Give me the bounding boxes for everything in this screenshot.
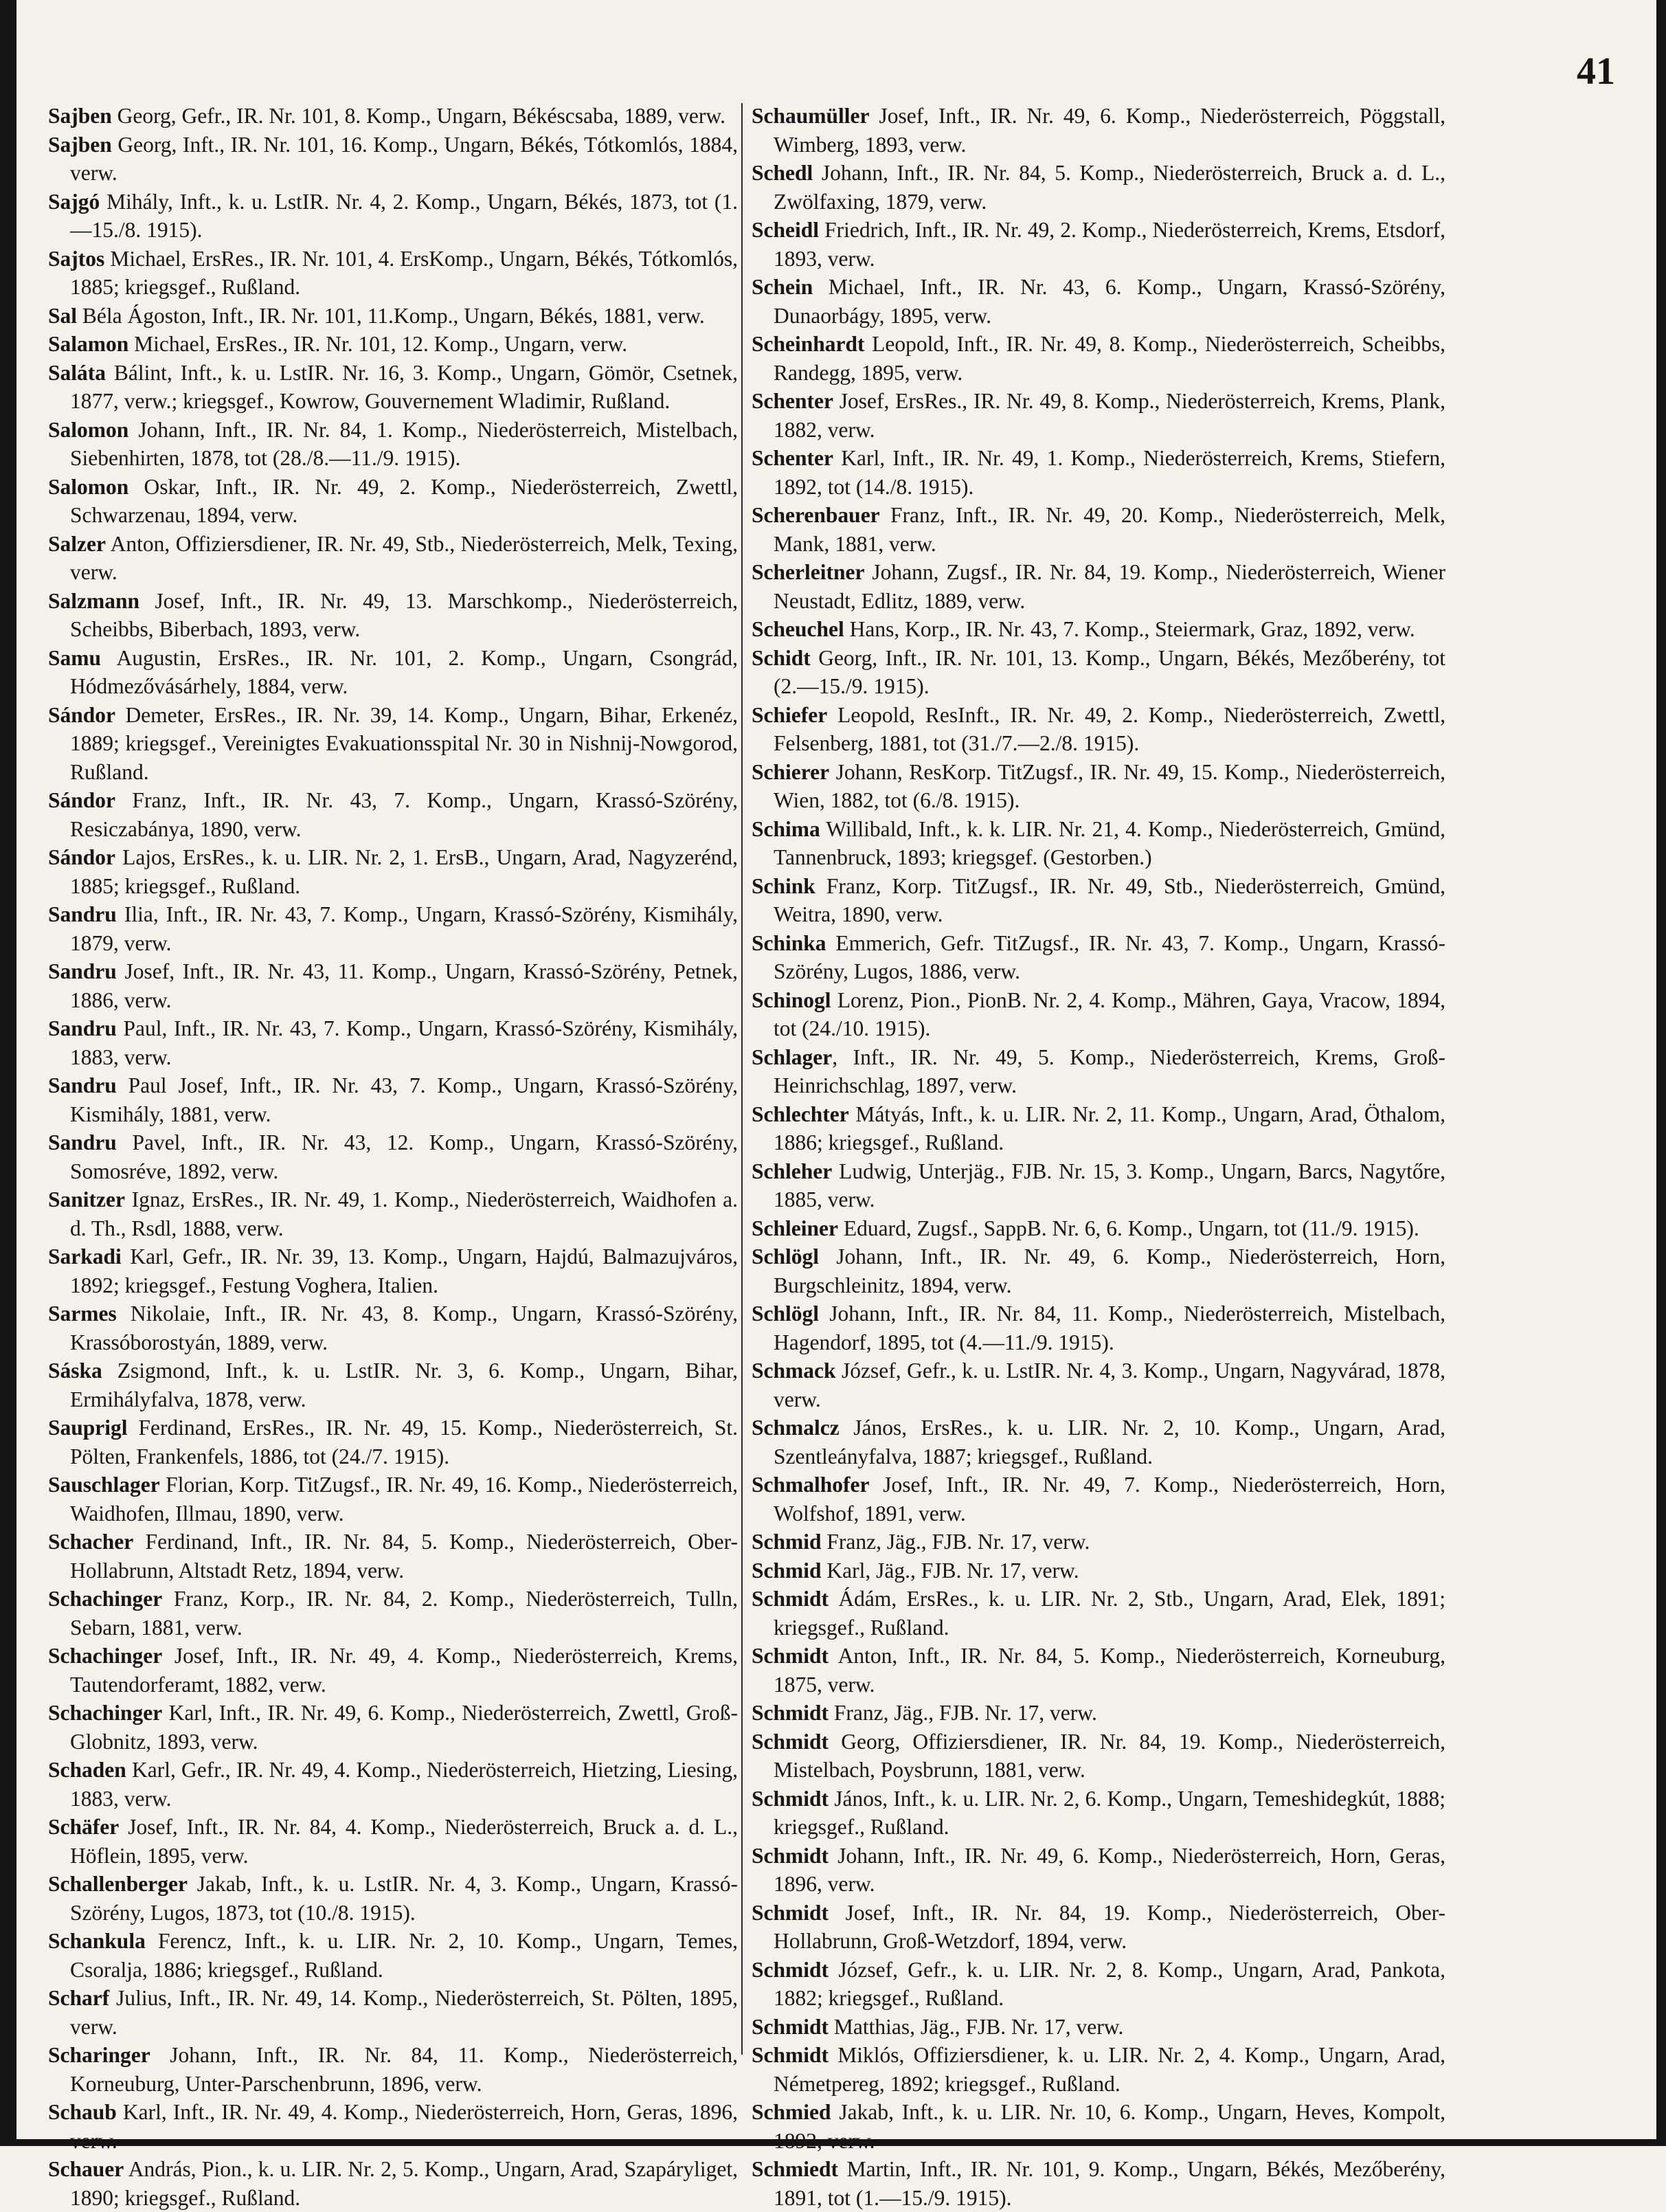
entry-surname: Sándor [48,702,116,727]
entry-surname: Schinka [752,930,826,955]
entry-details: Augustin, ErsRes., IR. Nr. 101, 2. Komp., Ungarn, Csongrád, Hódmezővásárhely, 1884, verw. [70,645,738,698]
entry-surname: Schmidt [752,1644,829,1668]
entry-details: Mihály, Inft., k. u. LstIR. Nr. 4, 2. Komp., Ungarn, Békés, 1873, tot (1.—15./8. 1915). [70,189,738,242]
entry-details: Karl, Inft., IR. Nr. 49, 6. Komp., Niederösterreich, Zwettl, Groß-Globnitz, 1893, verw. [70,1701,738,1754]
entry-details: Johann, Zugsf., IR. Nr. 84, 19. Komp., Niederösterreich, Wiener Neustadt, Edlitz, 1889, verw. [774,560,1445,613]
register-entry [48,1185,738,1242]
register-entry [752,2155,1445,2212]
entry-details: András, Pion., k. u. LIR. Nr. 2, 5. Komp., Ungarn, Arad, Szapáryliget, 1890; kriegsgef., Rußland. [70,2157,738,2210]
entry-details: Jakab, Inft., k. u. LIR. Nr. 10, 6. Komp., Ungarn, Heves, Kompolt, 1892, verw. [774,2100,1445,2153]
entry-surname: Schankula [48,1929,146,1953]
register-entry [752,1471,1445,1528]
entry-details: Florian, Korp. TitZugsf., IR. Nr. 49, 16. Komp., Niederösterreich, Waidhofen, Illmau, 1890, verw. [70,1473,738,1526]
entry-details: Josef, Inft., IR. Nr. 49, 6. Komp., Niederösterreich, Pöggstall, Wimberg, 1893, verw. [774,104,1445,157]
entry-surname: Scheidl [752,218,820,242]
entry-details: Béla Ágoston, Inft., IR. Nr. 101, 11.Komp., Ungarn, Békés, 1881, verw. [77,303,705,328]
entry-surname: Schmidt [752,1900,829,1925]
register-entry [48,1870,738,1927]
register-entry [752,1414,1445,1471]
entry-details: Josef, Inft., IR. Nr. 49, 7. Komp., Niederösterreich, Horn, Wolfshof, 1891, verw. [774,1473,1445,1526]
register-entry [48,2155,738,2212]
entry-surname: Sándor [48,788,116,812]
register-entry [48,188,738,245]
register-entry [752,2098,1445,2155]
register-entry [752,1157,1445,1214]
entry-surname: Schmidt [752,1843,829,1868]
register-entry [752,1528,1445,1556]
register-entry [752,1699,1445,1728]
entry-surname: Schinogl [752,987,831,1012]
entry-surname: Samu [48,645,102,670]
entry-details: Friedrich, Inft., IR. Nr. 49, 2. Komp., Niederösterreich, Krems, Etsdorf, 1893, verw. [774,218,1445,271]
entry-surname: Schmidt [752,1957,829,1982]
register-entry [48,1128,738,1185]
entry-details: Lajos, ErsRes., k. u. LIR. Nr. 2, 1. ErsB., Ungarn, Arad, Nagyzerénd, 1885; kriegsgef., Rußland. [70,845,738,898]
entry-surname: Schlager [752,1044,833,1069]
entry-surname: Scherleitner [752,560,865,584]
register-entry [752,2041,1445,2098]
entry-details: Karl, Jäg., FJB. Nr. 17, verw. [821,1558,1079,1583]
register-entry [752,644,1445,701]
register-entry [752,1556,1445,1585]
register-entry [752,1214,1445,1243]
entry-details: Josef, Inft., IR. Nr. 43, 11. Komp., Ungarn, Krassó-Szörény, Petnek, 1886, verw. [70,959,738,1012]
register-entry [48,1014,738,1071]
entry-surname: Saláta [48,360,106,385]
entry-details: Josef, Inft., IR. Nr. 49, 4. Komp., Niederösterreich, Krems, Tautendorferamt, 1882, verw. [70,1644,738,1697]
entry-details: Karl, Gefr., IR. Nr. 39, 13. Komp., Ungarn, Hajdú, Balmazujváros, 1892; kriegsgef., Festung Voghera, Italien. [70,1244,738,1297]
entry-details: Emmerich, Gefr. TitZugsf., IR. Nr. 43, 7. Komp., Ungarn, Krassó-Szörény, Lugos, 1886, verw. [774,930,1445,983]
entry-details: József, Gefr., k. u. LstIR. Nr. 4, 3. Komp., Ungarn, Nagyvárad, 1878, verw. [774,1359,1445,1411]
register-entry [48,302,738,331]
entry-surname: Salomon [48,474,129,499]
entry-details: Miklós, Offiziersdiener, k. u. LIR. Nr. 2, 4. Komp., Ungarn, Arad, Németpereg, 1892; kriegsgef., Rußland. [774,2043,1445,2096]
entry-surname: Sarkadi [48,1244,122,1269]
entry-details: Johann, Inft., IR. Nr. 49, 6. Komp., Niederösterreich, Horn, Geras, 1896, verw. [774,1843,1445,1896]
entry-details: Georg, Inft., IR. Nr. 101, 13. Komp., Ungarn, Békés, Mezőberény, tot (2.—15./9. 1915). [774,645,1445,698]
entry-surname: Schmidt [752,1701,829,1725]
entry-surname: Schallenberger [48,1872,188,1896]
register-entry [752,1642,1445,1699]
entry-details: Anton, Inft., IR. Nr. 84, 5. Komp., Niederösterreich, Korneuburg, 1875, verw. [774,1644,1445,1697]
entry-details: Ádám, ErsRes., k. u. LIR. Nr. 2, Stb., Ungarn, Arad, Elek, 1891; kriegsgef., Rußland. [774,1587,1445,1640]
register-entry [752,1728,1445,1785]
register-entry [752,1585,1445,1642]
entry-surname: Schachinger [48,1587,163,1611]
entry-surname: Schiefer [752,702,828,727]
register-entry [752,1842,1445,1899]
entry-details: Franz, Korp., IR. Nr. 84, 2. Komp., Niederösterreich, Tulln, Sebarn, 1881, verw. [70,1587,738,1640]
entry-surname: Sandru [48,1130,117,1154]
register-entry [752,1899,1445,1956]
entry-details: Oskar, Inft., IR. Nr. 49, 2. Komp., Niederösterreich, Zwettl, Schwarzenau, 1894, verw. [70,474,738,527]
entry-details: Jakab, Inft., k. u. LstIR. Nr. 4, 3. Komp., Ungarn, Krassó-Szörény, Lugos, 1873, tot (10./8. 1915). [70,1872,738,1925]
entry-surname: Salamon [48,332,129,356]
entry-details: József, Gefr., k. u. LIR. Nr. 2, 8. Komp., Ungarn, Arad, Pankota, 1882; kriegsgef., Rußland. [774,1957,1445,2010]
entry-surname: Schlögl [752,1244,820,1269]
entry-surname: Sandru [48,1016,117,1040]
entry-surname: Sal [48,303,78,328]
entry-details: Michael, ErsRes., IR. Nr. 101, 4. ErsKomp., Ungarn, Békés, Tótkomlós, 1885; kriegsgef., Rußland. [70,246,738,299]
entry-details: Leopold, Inft., IR. Nr. 49, 8. Komp., Niederösterreich, Scheibbs, Randegg, 1895, verw. [774,332,1445,385]
register-entry [48,2041,738,2098]
entry-details: Leopold, ResInft., IR. Nr. 49, 2. Komp., Niederösterreich, Zwettl, Felsenberg, 1881, tot (31./7.—2./8. 1915). [774,702,1445,755]
register-entry [48,1585,738,1642]
register-entry [752,1242,1445,1299]
entry-details: Michael, Inft., IR. Nr. 43, 6. Komp., Ungarn, Krassó-Szörény, Dunaorbágy, 1895, verw. [774,275,1445,328]
entry-surname: Salomon [48,417,129,442]
register-entry [752,1043,1445,1100]
entry-details: Lorenz, Pion., PionB. Nr. 2, 4. Komp., Mähren, Gaya, Vracow, 1894, tot (24./10. 1915). [774,987,1445,1040]
left-column [48,102,738,2212]
right-column [752,102,1445,2212]
entry-surname: Schaden [48,1758,126,1782]
register-entry [48,701,738,787]
register-entry [48,102,738,131]
entry-details: Bálint, Inft., k. u. LstIR. Nr. 16, 3. Komp., Ungarn, Gömör, Csetnek, 1877, verw.; kriegsgef., Kowrow, Gouvernement Wladimir, Rußland. [70,360,738,413]
entry-surname: Schaub [48,2100,117,2124]
register-entry [48,530,738,587]
entry-surname: Schmiedt [752,2157,838,2181]
entry-surname: Schleher [752,1159,833,1183]
entry-details: Ferdinand, Inft., IR. Nr. 84, 5. Komp., Niederösterreich, Ober-Hollabrunn, Altstadt Retz, 1894, verw. [70,1530,738,1583]
entry-surname: Schmidt [752,2043,829,2067]
entry-details: Demeter, ErsRes., IR. Nr. 39, 14. Komp., Ungarn, Bihar, Erkenéz, 1889; kriegsgef., Vereinigtes Evakuationsspital Nr. 30 in Nishnij-Nowgorod, Rußland. [70,702,738,784]
register-entry [48,416,738,473]
entry-details: Josef, Inft., IR. Nr. 49, 13. Marschkomp., Niederösterreich, Scheibbs, Biberbach, 1893, verw. [70,588,738,641]
entry-details: Johann, Inft., IR. Nr. 84, 5. Komp., Niederösterreich, Bruck a. d. L., Zwölfaxing, 1879, verw. [774,161,1445,214]
entry-details: Paul Josef, Inft., IR. Nr. 43, 7. Komp., Ungarn, Krassó-Szörény, Kismihály, 1881, verw. [70,1073,738,1126]
entry-details: Pavel, Inft., IR. Nr. 43, 12. Komp., Ungarn, Krassó-Szörény, Somosréve, 1892, verw. [70,1130,738,1183]
entry-surname: Sanitzer [48,1187,125,1211]
entry-surname: Schmid [752,1558,822,1583]
entry-surname: Schmid [752,1530,822,1554]
entry-details: Johann, Inft., IR. Nr. 84, 1. Komp., Niederösterreich, Mistelbach, Siebenhirten, 1878, tot (28./8.—11./9. 1915). [70,417,738,470]
entry-surname: Sandru [48,959,117,983]
entry-surname: Sándor [48,845,116,869]
entry-surname: Schima [752,816,820,841]
register-entry [48,330,738,359]
entry-details: Johann, ResKorp. TitZugsf., IR. Nr. 49, 15. Komp., Niederösterreich, Wien, 1882, tot (6./8. 1915). [774,759,1445,812]
entry-details: Ilia, Inft., IR. Nr. 43, 7. Komp., Ungarn, Krassó-Szörény, Kismihály, 1879, verw. [70,902,738,955]
register-entry [752,872,1445,929]
register-entry [48,1984,738,2041]
entry-details: Nikolaie, Inft., IR. Nr. 43, 8. Komp., Ungarn, Krassó-Szörény, Krassóborostyán, 1889, verw. [70,1301,738,1354]
entry-surname: Schink [752,873,815,898]
register-entry [752,986,1445,1043]
register-entry [48,1756,738,1813]
entry-surname: Sajgó [48,189,100,214]
entry-details: Georg, Gefr., IR. Nr. 101, 8. Komp., Ungarn, Békéscsaba, 1889, verw. [111,104,725,128]
register-entry [752,1956,1445,2013]
entry-details: Karl, Gefr., IR. Nr. 49, 4. Komp., Niederösterreich, Hietzing, Liesing, 1883, verw. [70,1758,738,1811]
register-entry [48,1699,738,1756]
entry-details: Johann, Inft., IR. Nr. 84, 11. Komp., Niederösterreich, Korneuburg, Unter-Parschenbrunn, 1896, verw. [70,2043,738,2096]
entry-surname: Sarmes [48,1301,117,1326]
entry-details: Franz, Jäg., FJB. Nr. 17, verw. [821,1530,1090,1554]
entry-details: Johann, Inft., IR. Nr. 84, 11. Komp., Niederösterreich, Mistelbach, Hagendorf, 1895, tot (4.—11./9. 1915). [774,1301,1445,1354]
register-entry [752,387,1445,444]
entry-surname: Sauprigl [48,1416,128,1440]
entry-surname: Schlechter [752,1102,849,1126]
entry-surname: Sauschlager [48,1473,160,1497]
entry-details: Georg, Inft., IR. Nr. 101, 16. Komp., Ungarn, Békés, Tótkomlós, 1884, verw. [70,132,738,185]
page-number: 41 [1577,50,1615,93]
entry-details: Michael, ErsRes., IR. Nr. 101, 12. Komp., Ungarn, verw. [128,332,628,356]
entry-surname: Schachinger [48,1644,163,1668]
register-entry [48,359,738,416]
entry-details: Franz, Korp. TitZugsf., IR. Nr. 49, Stb., Niederösterreich, Gmünd, Weitra, 1890, verw. [774,873,1445,926]
register-entry [48,1356,738,1414]
entry-surname: Schmack [752,1359,836,1383]
register-entry [752,330,1445,387]
entry-surname: Schmalhofer [752,1473,870,1497]
register-entry [752,929,1445,986]
entry-surname: Salzmann [48,588,140,613]
entry-details: Mátyás, Inft., k. u. LIR. Nr. 2, 11. Komp., Ungarn, Arad, Öthalom, 1886; kriegsgef., Rußland. [774,1102,1445,1154]
entry-details: Ferencz, Inft., k. u. LIR. Nr. 2, 10. Komp., Ungarn, Temes, Csoralja, 1886; kriegsgef., Rußland. [70,1929,738,1982]
entry-surname: Scheinhardt [752,332,865,356]
register-entry [752,444,1445,501]
entry-surname: Sajben [48,104,112,128]
entry-details: Josef, Inft., IR. Nr. 84, 4. Komp., Niederösterreich, Bruck a. d. L., Höflein, 1895, verw. [70,1815,738,1868]
register-entry [48,786,738,843]
register-entry [752,1356,1445,1414]
entry-surname: Sajben [48,132,112,157]
entry-details: Franz, Jäg., FJB. Nr. 17, verw. [829,1701,1097,1725]
entry-details: Zsigmond, Inft., k. u. LstIR. Nr. 3, 6. Komp., Ungarn, Bihar, Ermihályfalva, 1878, verw. [70,1359,738,1411]
entry-surname: Schauer [48,2157,124,2181]
entry-details: Julius, Inft., IR. Nr. 49, 14. Komp., Niederösterreich, St. Pölten, 1895, verw. [70,1986,738,2039]
entry-details: Karl, Inft., IR. Nr. 49, 1. Komp., Niederösterreich, Krems, Stiefern, 1892, tot (14./8. 1915). [774,446,1445,499]
register-entry [752,273,1445,330]
entry-details: Franz, Inft., IR. Nr. 43, 7. Komp., Ungarn, Krassó-Szörény, Resiczabánya, 1890, verw. [70,788,738,841]
register-entry [752,558,1445,615]
entry-surname: Schierer [752,759,830,784]
column-divider [741,103,743,2055]
entry-surname: Schmidt [752,1729,829,1754]
register-entry [48,131,738,188]
entry-details: Martin, Inft., IR. Nr. 101, 9. Komp., Ungarn, Békés, Mezőberény, 1891, tot (1.—15./9. 1915). [774,2157,1445,2210]
register-entry [48,1299,738,1356]
entry-details: Hans, Korp., IR. Nr. 43, 7. Komp., Steiermark, Graz, 1892, verw. [844,617,1415,641]
entry-details: János, Inft., k. u. LIR. Nr. 2, 6. Komp., Ungarn, Temeshidegkút, 1888; kriegsgef., Rußland. [774,1786,1445,1839]
register-entry [48,587,738,644]
entry-surname: Schenter [752,389,833,413]
register-entry [48,1528,738,1585]
entry-details: Franz, Inft., IR. Nr. 49, 20. Komp., Niederösterreich, Melk, Mank, 1881, verw. [774,503,1445,556]
entry-surname: Scheuchel [752,617,844,641]
register-entry [48,1813,738,1870]
entry-details: , Inft., IR. Nr. 49, 5. Komp., Niederösterreich, Krems, Groß-Heinrichschlag, 1897, verw. [774,1044,1445,1097]
entry-surname: Schachinger [48,1701,163,1725]
entry-surname: Sandru [48,1073,117,1097]
register-entry [752,758,1445,815]
register-entry [48,1642,738,1699]
entry-details: Georg, Offiziersdiener, IR. Nr. 84, 19. Komp., Niederösterreich, Mistelbach, Poysbrunn, 1881, verw. [774,1729,1445,1782]
register-entry [48,1242,738,1299]
entry-surname: Sandru [48,902,117,926]
entry-surname: Schenter [752,446,833,470]
register-entry [48,957,738,1014]
register-entry [48,843,738,900]
entry-surname: Schmalcz [752,1416,840,1440]
entry-surname: Schmied [752,2100,831,2124]
register-entry [752,1100,1445,1157]
entry-details: Matthias, Jäg., FJB. Nr. 17, verw. [829,2014,1124,2039]
register-entry [752,615,1445,644]
register-entry [48,1471,738,1528]
register-entry [48,2098,738,2155]
entry-surname: Schaumüller [752,104,870,128]
entry-details: Ludwig, Unterjäg., FJB. Nr. 15, 3. Komp., Ungarn, Barcs, Nagytőre, 1885, verw. [774,1159,1445,1211]
register-entry [48,245,738,302]
entry-surname: Schein [752,275,813,299]
entry-details: Eduard, Zugsf., SappB. Nr. 6, 6. Komp., Ungarn, tot (11./9. 1915). [838,1216,1419,1240]
entry-details: Karl, Inft., IR. Nr. 49, 4. Komp., Niederösterreich, Horn, Geras, 1896, verw. [70,2100,738,2153]
entry-surname: Scherenbauer [752,503,880,527]
register-entry [752,815,1445,872]
register-entry [752,2013,1445,2042]
entry-surname: Schlögl [752,1301,820,1326]
entry-surname: Salzer [48,531,106,556]
entry-surname: Schleiner [752,1216,838,1240]
entry-details: Paul, Inft., IR. Nr. 43, 7. Komp., Ungarn, Krassó-Szörény, Kismihály, 1883, verw. [70,1016,738,1069]
entry-details: János, ErsRes., k. u. LIR. Nr. 2, 10. Komp., Ungarn, Arad, Szentleányfalva, 1887; kriegsgef., Rußland. [774,1416,1445,1468]
entry-details: Willibald, Inft., k. k. LIR. Nr. 21, 4. Komp., Niederösterreich, Gmünd, Tannenbruck, 1893; kriegsgef. (Gestorben.) [774,816,1445,869]
entry-details: Josef, ErsRes., IR. Nr. 49, 8. Komp., Niederösterreich, Krems, Plank, 1882, verw. [774,389,1445,442]
entry-surname: Schmidt [752,1786,829,1811]
entry-details: Ferdinand, ErsRes., IR. Nr. 49, 15. Komp., Niederösterreich, St. Pölten, Frankenfels, 1886, tot (24./7. 1915). [70,1416,738,1468]
entry-surname: Scharinger [48,2043,150,2067]
register-entry [752,102,1445,159]
register-entry [48,644,738,701]
entry-surname: Schmidt [752,2014,829,2039]
entry-details: Johann, Inft., IR. Nr. 49, 6. Komp., Niederösterreich, Horn, Burgschleinitz, 1894, verw. [774,1244,1445,1297]
register-entry [48,1071,738,1128]
register-entry [752,1785,1445,1842]
register-entry [752,701,1445,758]
register-entry [752,501,1445,558]
entry-surname: Schacher [48,1530,134,1554]
entry-surname: Schmidt [752,1587,829,1611]
entry-surname: Sajtos [48,246,105,271]
register-entry [752,216,1445,273]
entry-surname: Schedl [752,161,813,185]
register-entry [48,1414,738,1471]
entry-details: Anton, Offiziersdiener, IR. Nr. 49, Stb., Niederösterreich, Melk, Texing, verw. [70,531,738,584]
register-entry [48,1927,738,1984]
entry-surname: Sáska [48,1359,102,1383]
register-entry [48,473,738,530]
entry-details: Ignaz, ErsRes., IR. Nr. 49, 1. Komp., Niederösterreich, Waidhofen a. d. Th., Rsdl, 1888, verw. [70,1187,738,1240]
register-entry [752,159,1445,216]
entry-surname: Scharf [48,1986,110,2010]
entry-surname: Schäfer [48,1815,120,1839]
register-entry [48,900,738,957]
entry-surname: Schidt [752,645,811,670]
register-entry [752,1299,1445,1356]
entry-details: Josef, Inft., IR. Nr. 84, 19. Komp., Niederösterreich, Ober-Hollabrunn, Groß-Wetzdorf, 1894, verw. [774,1900,1445,1953]
